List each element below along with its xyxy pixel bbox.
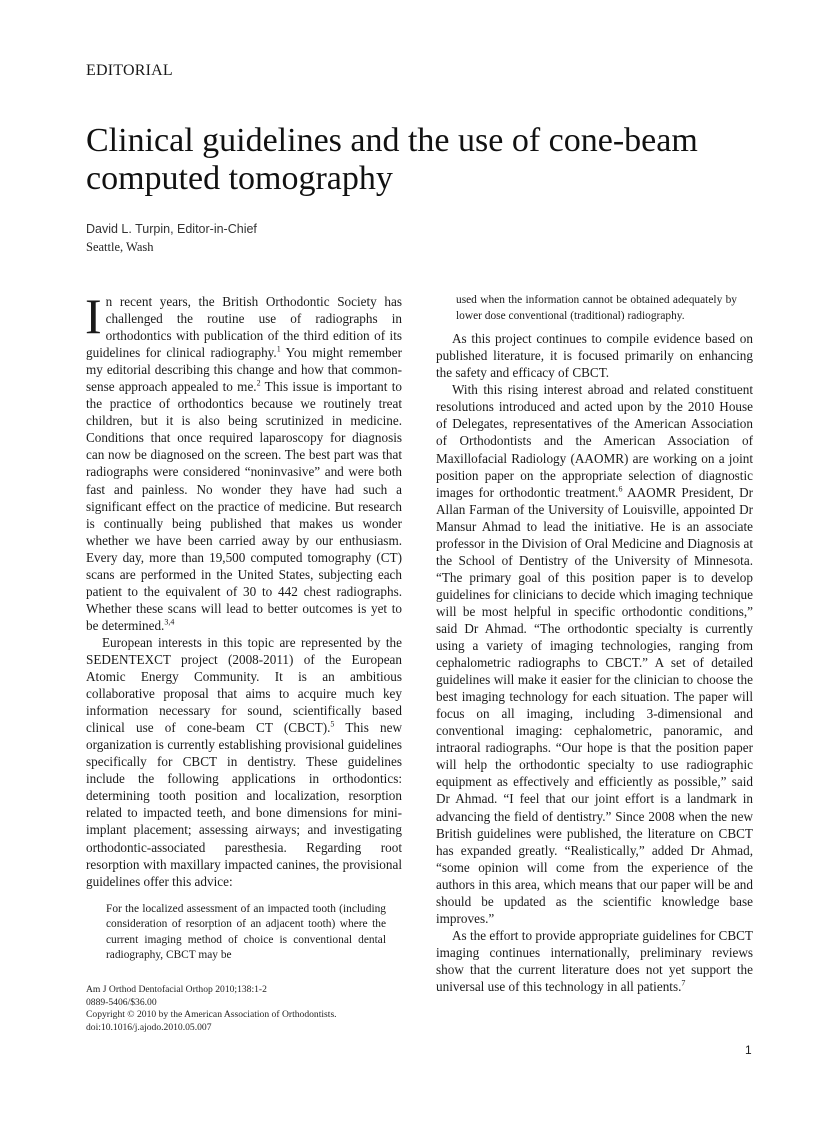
paragraph-text: This issue is important to the practice of orthodontics because we routinely treat children, but it is also being scrutinized in medicine. Conditions that once required laparoscopy for diagnosis can now be diagnosed on the screen. The best part was that radiographs were considered “noninvasive” and were both fast and painless. No wonder they have had such a significant effect on the practice of medicine. But research is continually being published that makes us wonder whether we have been carried away by our enthusiasm. Every day, more than 19,500 computed tomography (CT) scans are performed in the United States, subjecting each patient to the equivalent of 30 to 442 chest radiographs. Whether these scans will lead to better outcomes is yet to be determined.	[86, 379, 402, 633]
paragraph-text: You might remember my editorial describing this change and how that common-sense approach appealed to me.	[86, 345, 403, 395]
author-line: David L. Turpin, Editor-in-Chief	[86, 222, 257, 236]
reference-mark: 1	[276, 344, 281, 354]
paragraph-text: This new organization is currently establishing provisional guidelines specifically for CBCT in dentistry. These guidelines include the following applications in orthodontics: determining tooth position and localization, resorption related to impacted teeth, and bone dimensions for mini-implant placement; assessing airways; and investigating orthodontic-associated paresthesia. Regarding root resorption with maxillary impacted canines, the provisional guidelines offer this advice:	[86, 720, 402, 889]
reference-mark: 7	[681, 978, 686, 988]
section-label: EDITORIAL	[86, 62, 173, 79]
page-number: 1	[745, 1043, 752, 1057]
paragraph-european	[86, 634, 402, 890]
journal-citation: Am J Orthod Dentofacial Orthop 2010;138:1-2	[86, 984, 267, 995]
reference-mark: 2	[256, 378, 261, 388]
paragraph-text: AAOMR President, Dr Allan Farman of the University of Louisville, appointed Dr Mansur Ahmad to lead the initiative. He is an associate professor in the Division of Oral Medicine and Diagnosis at the School of Dentistry of the University of Minnesota. “The primary goal of this position paper is to develop guidelines for clinicians to decide which imaging technique will be most helpful in specific orthodontic conditions,” said Dr Ahmad. “The orthodontic specialty is currently using a variety of imaging technologies, ranging from cephalometric radiographs to CBCT.” A set of detailed guidelines will make it easier for the clinician to choose the best imaging technology for each situation. The paper will focus on all imaging, including 3-dimensional and conventional imaging: cephalometric, panoramic, and intraoral radiographs. “Our hope is that the position paper will help the orthodontic specialty to use radiographic equipment as effectively and efficiently as possible,” said Dr Ahmad. “I feel that our joint effort is a landmark in advancing the field of dentistry.” Since 2008 when the new British guidelines were published, the literature on CBCT has expanded greatly. “Realistically,” added Dr Ahmad, “some opinion will come from the experience of the authors in this area, which means that our paper will be and should be updated as the scientific knowledge base improves.”	[436, 484, 753, 926]
reference-mark: 3,4	[164, 617, 175, 627]
paragraph-position-paper	[436, 381, 753, 927]
paragraph-text: As this project continues to compile evidence based on published literature, it is focused primarily on enhancing the safety and efficacy of CBCT.	[436, 331, 753, 381]
reference-mark: 6	[618, 484, 623, 494]
left-column	[85, 288, 403, 964]
author-location: Seattle, Wash	[86, 240, 154, 254]
paragraph-text: As the effort to provide appropriate guidelines for CBCT imaging continues internationally, preliminary reviews show that the current literature does not yet support the universal use of this technology in all patients.	[436, 927, 753, 994]
paragraph-text: n recent years, the British Orthodontic Society has challenged the routine use of radiographs in orthodontics with publication of the third edition of its guidelines for clinical radiography.	[86, 294, 402, 361]
drop-cap: I	[85, 288, 102, 344]
reference-mark: 5	[330, 719, 335, 729]
paragraph-text: European interests in this topic are represented by the SEDENTEXCT project (2008-2011) of the European Atomic Energy Community. It is an ambitious collaborative proposal that aims to acquire much key information necessary for sound, scientifically based clinical use of cone-beam CT (CBCT).	[86, 634, 402, 736]
paragraph-text: With this rising interest abroad and related constituent resolutions introduced and acted upon by the 2010 House of Delegates, representatives of the American Association of Orthodontists and the American Association of Maxillofacial Radiology (AAOMR) are working on a joint position paper on the appropriate selection of diagnostic images for orthodontic treatment.	[436, 382, 753, 500]
paragraph-project	[436, 330, 753, 381]
doi: doi:10.1016/j.ajodo.2010.05.007	[86, 1021, 212, 1033]
issn: 0889-5406/$36.00	[86, 996, 157, 1008]
copyright: Copyright © 2010 by the American Association of Orthodontists.	[86, 1009, 337, 1021]
right-column	[436, 293, 753, 995]
block-quote: For the localized assessment of an impacted tooth (including consideration of resorption of an adjacent tooth) where the current imaging method of choice is conventional dental radiography, CBCT may be	[106, 902, 386, 962]
article-footer	[86, 984, 416, 1034]
paragraph-intro	[85, 288, 403, 634]
paragraph-conclusion	[436, 927, 753, 995]
block-quote-continued: used when the information cannot be obtained adequately by lower dose conventional (traditional) radiography.	[456, 294, 737, 322]
article-title: Clinical guidelines and the use of cone-beam computed tomography	[86, 122, 698, 197]
